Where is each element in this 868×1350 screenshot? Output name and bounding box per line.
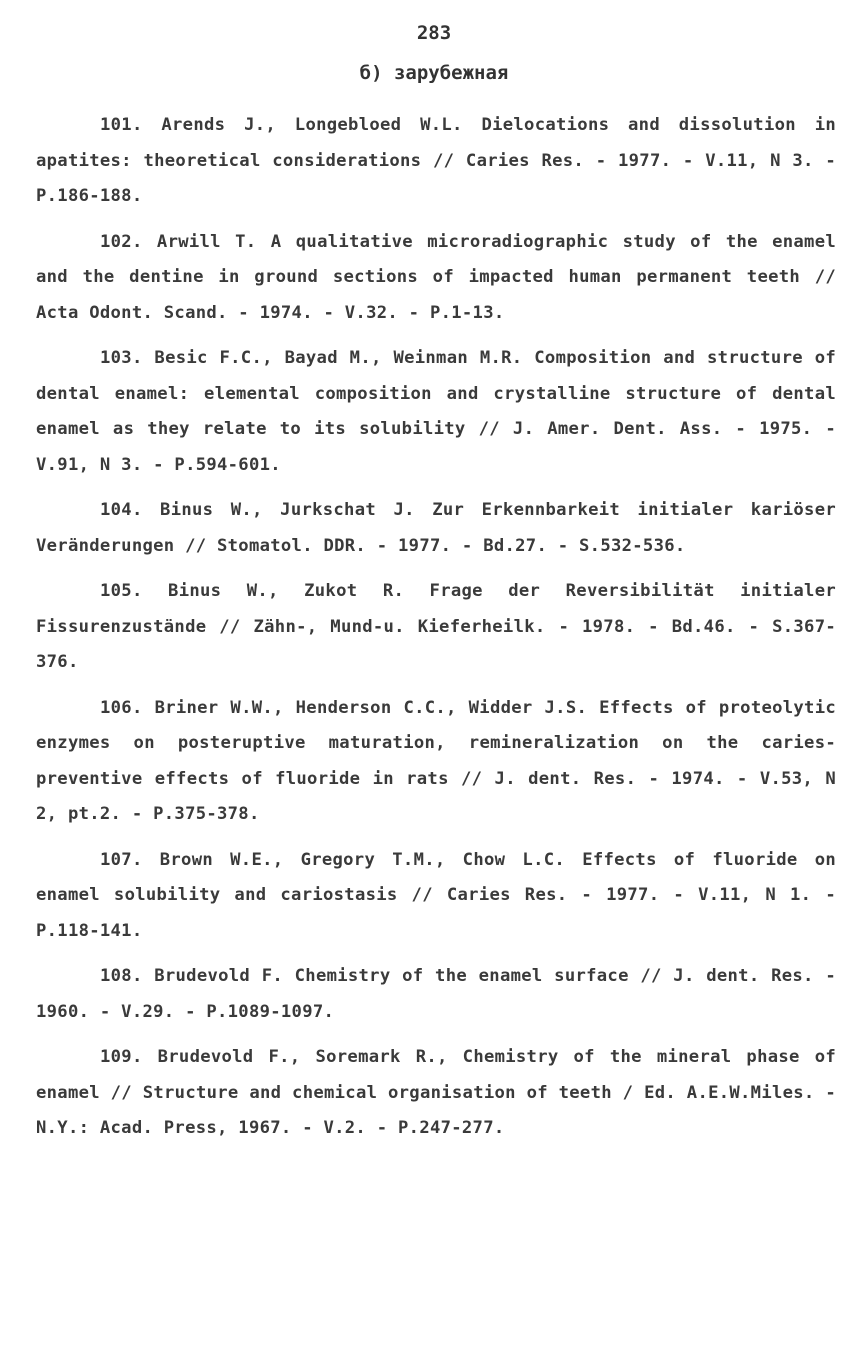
page-number: 283 [416,22,452,44]
reference-list [36,108,836,1157]
section-heading: б) зарубежная [359,62,509,84]
reference-item: 108. Brudevold F. Chemistry of the enamel surface // J. dent. Res. - 1960. - V.29. - P.1089-1097. [36,966,836,1022]
reference-item: 103. Besic F.C., Bayad M., Weinman M.R. Composition and structure of dental enamel: elemental composition and crystalline structure of dental enamel as they relate to its solubility // J. Amer. Dent. Ass. - 1975. - V.91, N 3. - P.594-601. [36,348,836,475]
reference-item: 106. Briner W.W., Henderson C.C., Widder J.S. Effects of proteolytic enzymes on posteruptive maturation, remineralization on the caries-preventive effects of fluoride in rats // J. dent. Res. - 1974. - V.53, N 2, pt.2. - P.375-378. [36,697,836,824]
reference-item: 104. Binus W., Jurkschat J. Zur Erkennbarkeit initialer kariöser Veränderungen // Stomatol. DDR. - 1977. - Bd.27. - S.532-536. [36,500,836,556]
reference-item: 109. Brudevold F., Soremark R., Chemistry of the mineral phase of enamel // Structure and chemical organisation of teeth / Ed. A.E.W.Miles. - N.Y.: Acad. Press, 1967. - V.2. - P.247-277. [36,1047,836,1138]
reference-item: 105. Binus W., Zukot R. Frage der Reversibilität initialer Fissurenzustände // Zähn-, Mund-u. Kieferheilk. - 1978. - Bd.46. - S.367-376. [36,581,836,672]
reference-item: 101. Arends J., Longebloed W.L. Dielocations and dissolution in apatites: theoretical considerations // Caries Res. - 1977. - V.11, N 3. - P.186-188. [36,115,836,206]
reference-item: 107. Brown W.E., Gregory T.M., Chow L.C. Effects of fluoride on enamel solubility and cariostasis // Caries Res. - 1977. - V.11, N 1. - P.118-141. [36,849,836,941]
reference-item: 102. Arwill T. A qualitative microradiographic study of the enamel and the dentine in ground sections of impacted human permanent teeth // Acta Odont. Scand. - 1974. - V.32. - P.1-13. [36,231,836,323]
